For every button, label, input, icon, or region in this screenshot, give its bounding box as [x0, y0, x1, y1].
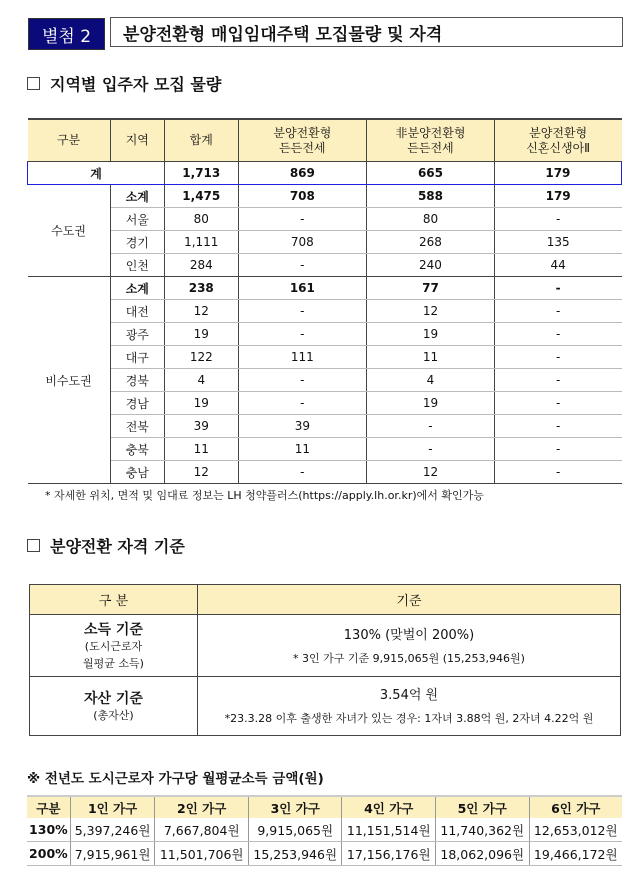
total-label: 계	[28, 162, 165, 185]
rate-label: 130%	[27, 818, 70, 842]
region-name: 소계	[110, 185, 164, 208]
income-cell: 11,151,514원	[342, 818, 436, 842]
count-cell: -	[494, 392, 621, 415]
table-row	[28, 438, 622, 461]
income-value: 130% (맞벌이 200%)	[343, 627, 475, 643]
count-cell: 4	[367, 369, 495, 392]
income-cell: 15,253,946원	[248, 842, 342, 866]
count-cell: 77	[367, 277, 495, 300]
region-name: 인천	[110, 254, 164, 277]
column-header: 분양전환형 든든전세	[238, 119, 367, 162]
count-cell: 238	[165, 277, 239, 300]
count-cell: 1,475	[165, 185, 239, 208]
total-value: 179	[494, 162, 621, 185]
income-cell: 12,653,012원	[529, 818, 622, 842]
table-note: * 자세한 위치, 면적 및 임대료 정보는 LH 청약플러스(https://apply.lh.or.kr)에서 확인가능	[45, 489, 484, 502]
region-name: 대전	[110, 300, 164, 323]
count-cell: -	[494, 346, 621, 369]
count-cell: 80	[165, 208, 239, 231]
income-cell: 7,915,961원	[70, 842, 155, 866]
asset-label-cell	[30, 677, 198, 736]
recruitment-table	[27, 118, 622, 484]
count-cell: 19	[165, 323, 239, 346]
column-header: 1인 가구	[70, 796, 155, 818]
appendix-tag: 별첨 2	[28, 18, 105, 50]
section1-heading	[27, 72, 221, 95]
count-cell: -	[238, 323, 367, 346]
income-cell: 11,501,706원	[155, 842, 249, 866]
section2-heading	[27, 534, 185, 557]
count-cell: -	[238, 300, 367, 323]
table-row	[28, 254, 622, 277]
count-cell: 240	[367, 254, 495, 277]
checkbox-bullet-icon	[27, 77, 40, 90]
count-cell: -	[238, 369, 367, 392]
column-header: 합계	[165, 119, 239, 162]
asset-sub: (총자산)	[93, 708, 134, 722]
income-table	[27, 795, 622, 866]
region-group: 수도권	[28, 185, 111, 277]
page-title: 분양전환형 매입임대주택 모집물량 및 자격	[110, 17, 623, 47]
total-value: 869	[238, 162, 367, 185]
table-row	[28, 369, 622, 392]
count-cell: -	[494, 461, 621, 484]
count-cell: 12	[367, 461, 495, 484]
region-name: 소계	[110, 277, 164, 300]
count-cell: 19	[367, 323, 495, 346]
count-cell: -	[367, 415, 495, 438]
income-cell: 11,740,362원	[435, 818, 529, 842]
count-cell: 19	[165, 392, 239, 415]
header-category: 구 분	[30, 585, 198, 615]
column-header: 지역	[110, 119, 164, 162]
count-cell: 111	[238, 346, 367, 369]
count-cell: 12	[367, 300, 495, 323]
column-header: 분양전환형 신혼신생아Ⅱ	[494, 119, 621, 162]
eligibility-table	[29, 584, 621, 736]
count-cell: -	[494, 208, 621, 231]
table-row	[28, 277, 622, 300]
count-cell: 12	[165, 300, 239, 323]
count-cell: 39	[165, 415, 239, 438]
section2-title: 분양전환 자격 기준	[50, 537, 185, 556]
income-sub1: (도시근로자	[84, 640, 143, 653]
section3-title: ※ 전년도 도시근로자 가구당 월평균소득 금액(원)	[27, 771, 324, 787]
total-row	[28, 162, 622, 185]
asset-value: 3.54억 원	[379, 688, 439, 704]
count-cell: 11	[238, 438, 367, 461]
count-cell: -	[367, 438, 495, 461]
count-cell: 122	[165, 346, 239, 369]
count-cell: 80	[367, 208, 495, 231]
table-row	[27, 842, 622, 866]
count-cell: 39	[238, 415, 367, 438]
count-cell: -	[494, 277, 621, 300]
income-cell: 17,156,176원	[342, 842, 436, 866]
total-value: 1,713	[165, 162, 239, 185]
income-sub2: 월평균 소득)	[83, 656, 144, 670]
section1-title: 지역별 입주자 모집 물량	[50, 75, 222, 94]
table-row	[28, 323, 622, 346]
region-name: 충남	[110, 461, 164, 484]
region-name: 대구	[110, 346, 164, 369]
column-header: 非분양전환형 든든전세	[367, 119, 495, 162]
count-cell: 11	[367, 346, 495, 369]
count-cell: 12	[165, 461, 239, 484]
region-name: 경남	[110, 392, 164, 415]
region-name: 서울	[110, 208, 164, 231]
table-row	[28, 415, 622, 438]
count-cell: -	[494, 438, 621, 461]
count-cell: 19	[367, 392, 495, 415]
region-name: 광주	[110, 323, 164, 346]
income-value-cell	[198, 615, 621, 677]
checkbox-bullet-icon	[27, 539, 40, 552]
count-cell: 179	[494, 185, 621, 208]
count-cell: 135	[494, 231, 621, 254]
column-header: 4인 가구	[342, 796, 436, 818]
table-row	[28, 185, 622, 208]
asset-detail: *23.3.28 이후 출생한 자녀가 있는 경우: 1자녀 3.88억 원, 2자녀 4.22억 원	[224, 712, 594, 726]
asset-label: 자산 기준	[84, 690, 143, 707]
count-cell: 161	[238, 277, 367, 300]
count-cell: -	[238, 208, 367, 231]
table-row	[28, 392, 622, 415]
income-cell: 18,062,096원	[435, 842, 529, 866]
table-row	[27, 818, 622, 842]
table-row	[28, 461, 622, 484]
column-header: 5인 가구	[435, 796, 529, 818]
region-name: 경기	[110, 231, 164, 254]
region-name: 전북	[110, 415, 164, 438]
column-header: 구분	[27, 796, 70, 818]
count-cell: 708	[238, 185, 367, 208]
column-header: 2인 가구	[155, 796, 249, 818]
count-cell: -	[238, 392, 367, 415]
column-header: 3인 가구	[248, 796, 342, 818]
region-group: 비수도권	[28, 277, 111, 484]
region-name: 충북	[110, 438, 164, 461]
rate-label: 200%	[27, 842, 70, 866]
count-cell: 588	[367, 185, 495, 208]
income-cell: 7,667,804원	[155, 818, 249, 842]
header-criteria: 기준	[198, 585, 621, 615]
column-header: 구분	[28, 119, 111, 162]
income-label-cell	[30, 615, 198, 677]
header-row	[28, 119, 622, 162]
count-cell: 284	[165, 254, 239, 277]
count-cell: -	[238, 461, 367, 484]
table-row	[28, 300, 622, 323]
count-cell: 1,111	[165, 231, 239, 254]
income-detail: * 3인 가구 기준 9,915,065원 (15,253,946원)	[293, 651, 525, 665]
count-cell: 44	[494, 254, 621, 277]
count-cell: -	[494, 369, 621, 392]
count-cell: -	[494, 323, 621, 346]
column-header: 6인 가구	[529, 796, 622, 818]
count-cell: -	[494, 415, 621, 438]
income-cell: 9,915,065원	[248, 818, 342, 842]
count-cell: 11	[165, 438, 239, 461]
table-row	[28, 231, 622, 254]
count-cell: 268	[367, 231, 495, 254]
count-cell: 708	[238, 231, 367, 254]
count-cell: -	[238, 254, 367, 277]
table-row	[28, 208, 622, 231]
income-cell: 5,397,246원	[70, 818, 155, 842]
income-cell: 19,466,172원	[529, 842, 622, 866]
region-name: 경북	[110, 369, 164, 392]
table-row	[28, 346, 622, 369]
count-cell: 4	[165, 369, 239, 392]
header-row	[27, 796, 622, 818]
asset-value-cell	[198, 677, 621, 736]
income-label: 소득 기준	[84, 622, 143, 638]
total-value: 665	[367, 162, 495, 185]
count-cell: -	[494, 300, 621, 323]
